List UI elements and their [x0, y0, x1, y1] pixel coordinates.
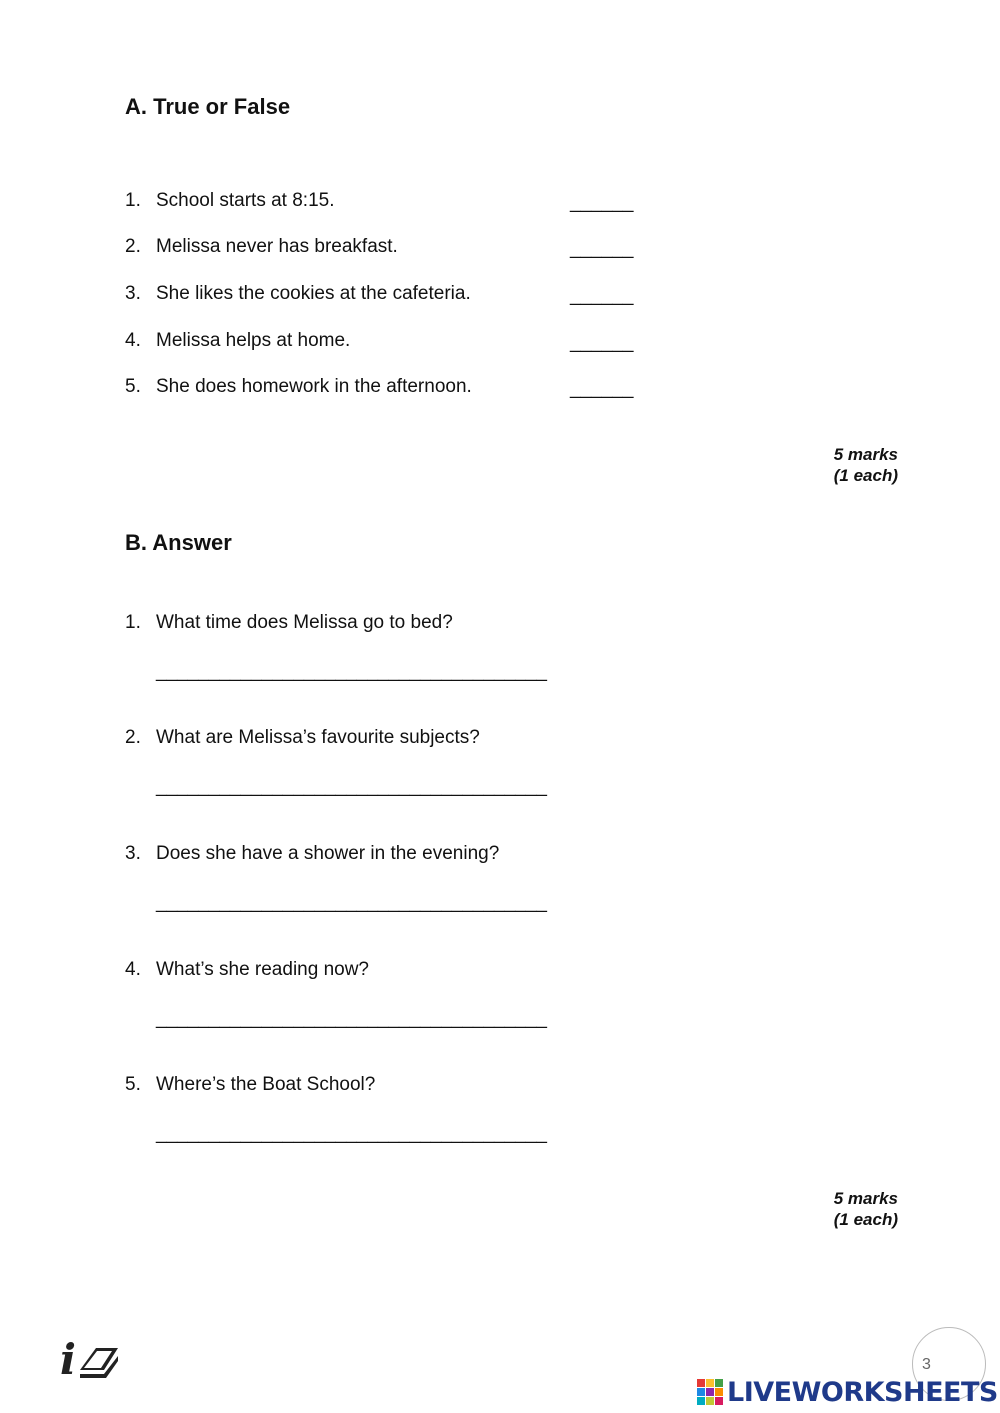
- question-number: 5.: [125, 1074, 141, 1095]
- answer-line[interactable]: _____________________________________: [156, 1123, 547, 1144]
- tf-item-number: 2.: [125, 236, 141, 257]
- marks-total: 5 marks: [833, 1189, 898, 1208]
- answer-line[interactable]: _____________________________________: [156, 661, 547, 682]
- logo-block: [706, 1379, 714, 1387]
- svg-text:i: i: [60, 1335, 76, 1382]
- marks-each: (1 each): [833, 466, 898, 485]
- tf-answer-blank[interactable]: ______: [570, 285, 634, 306]
- tf-item-number: 1.: [125, 190, 141, 211]
- logo-block: [697, 1388, 705, 1396]
- liveworksheets-brand[interactable]: [697, 1376, 998, 1408]
- tf-item-number: 4.: [125, 330, 141, 351]
- tf-answer-blank[interactable]: ______: [570, 238, 634, 259]
- logo-block: [715, 1397, 723, 1405]
- answer-line[interactable]: _____________________________________: [156, 1008, 547, 1029]
- logo-block: [715, 1388, 723, 1396]
- tf-item-statement: Melissa never has breakfast.: [156, 236, 398, 257]
- liveworksheets-logo-icon: [697, 1379, 723, 1405]
- book-logo-icon: [60, 1334, 122, 1382]
- logo-block: [706, 1397, 714, 1405]
- logo-block: [697, 1379, 705, 1387]
- tf-answer-blank[interactable]: ______: [570, 332, 634, 353]
- section-b-heading: B. Answer: [125, 530, 232, 555]
- answer-line[interactable]: _____________________________________: [156, 892, 547, 913]
- section-a-marks: [834, 444, 898, 486]
- tf-item-statement: Melissa helps at home.: [156, 330, 351, 351]
- question-text: Where’s the Boat School?: [156, 1074, 376, 1095]
- question-text: Does she have a shower in the evening?: [156, 843, 500, 864]
- tf-item-number: 5.: [125, 376, 141, 397]
- marks-total: 5 marks: [833, 445, 898, 464]
- marks-each: (1 each): [833, 1210, 898, 1229]
- question-text: What time does Melissa go to bed?: [156, 612, 453, 633]
- logo-block: [706, 1388, 714, 1396]
- tf-item-statement: She does homework in the afternoon.: [156, 376, 472, 397]
- section-a-heading: A. True or False: [125, 94, 291, 119]
- page-number: 3: [922, 1356, 931, 1373]
- tf-item-statement: She likes the cookies at the cafeteria.: [156, 283, 471, 304]
- section-b-marks: [834, 1188, 898, 1230]
- answer-line[interactable]: _____________________________________: [156, 776, 547, 797]
- tf-item-statement: School starts at 8:15.: [156, 190, 335, 211]
- question-number: 4.: [125, 959, 141, 980]
- logo-block: [697, 1397, 705, 1405]
- tf-item-number: 3.: [125, 283, 141, 304]
- question-number: 2.: [125, 727, 141, 748]
- logo-block: [715, 1379, 723, 1387]
- question-text: What’s she reading now?: [156, 959, 369, 980]
- tf-answer-blank[interactable]: ______: [570, 378, 634, 399]
- question-text: What are Melissa’s favourite subjects?: [156, 727, 480, 748]
- question-number: 1.: [125, 612, 141, 633]
- question-number: 3.: [125, 843, 141, 864]
- tf-answer-blank[interactable]: ______: [570, 192, 634, 213]
- liveworksheets-wordmark: LIVEWORKSHEETS: [727, 1376, 998, 1408]
